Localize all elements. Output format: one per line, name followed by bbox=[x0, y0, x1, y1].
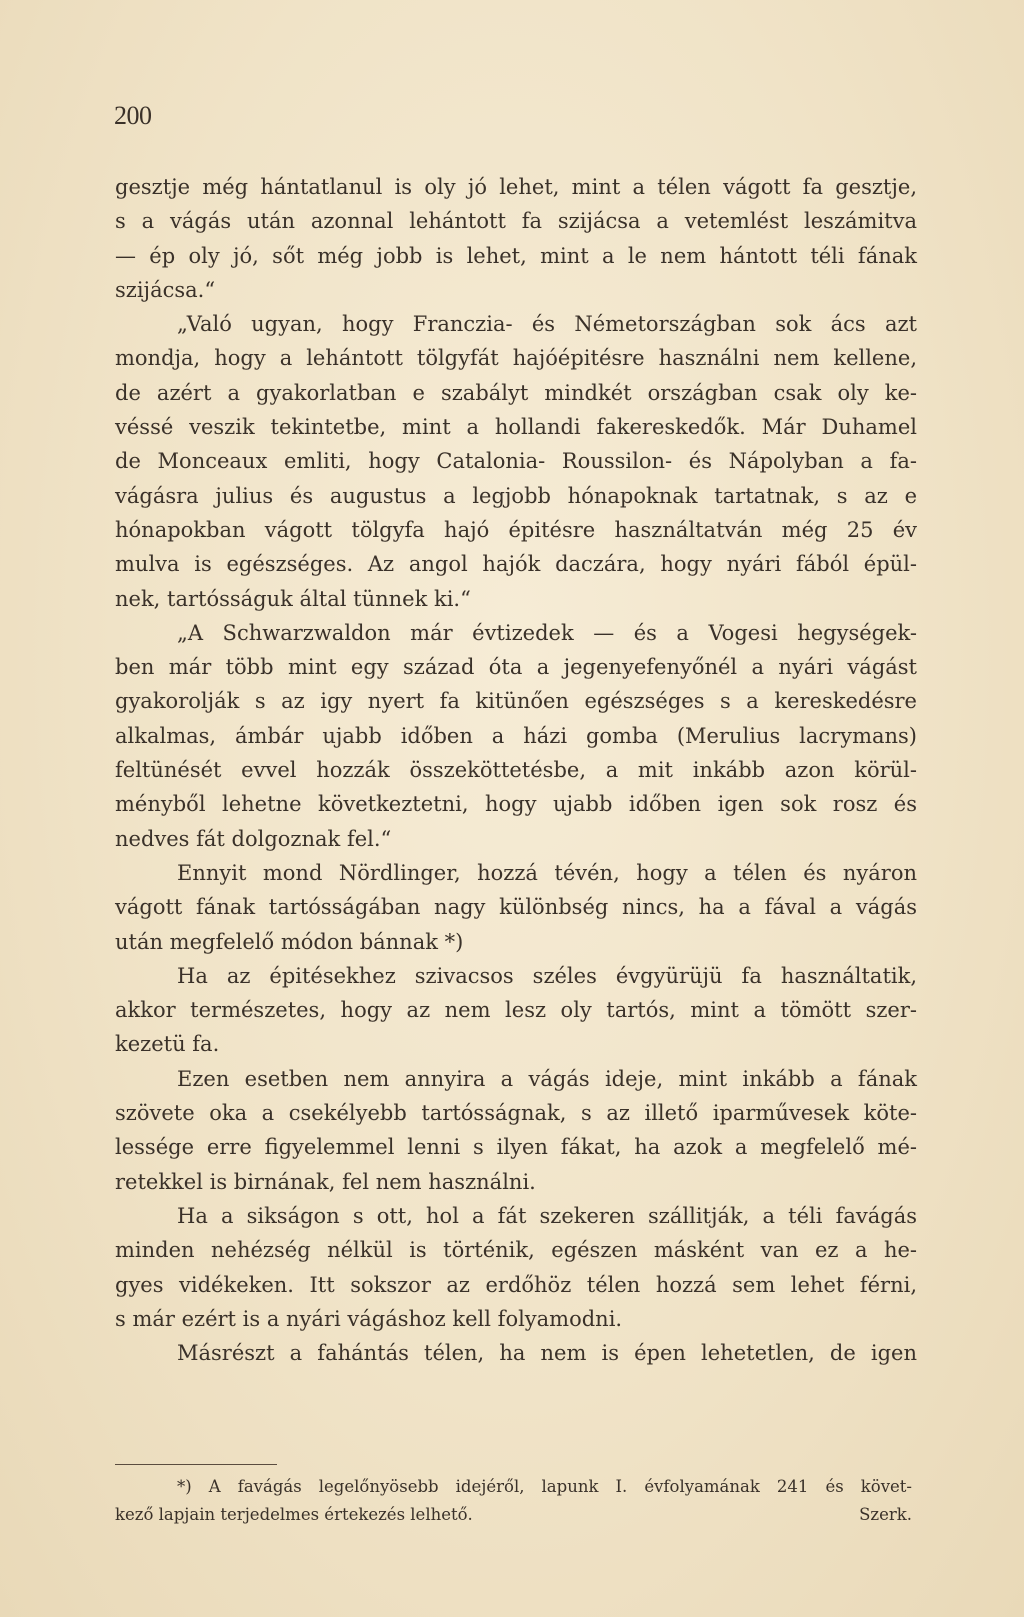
text-line: után megfelelő módon bánnak *) bbox=[115, 929, 464, 954]
text-line: — ép oly jó, sőt még jobb is lehet, mint a le nem hántott téli fának bbox=[115, 243, 917, 268]
text-line: Másrészt a fahántás télen, ha nem is épen lehetetlen, de igen bbox=[177, 1341, 917, 1366]
text-line: szijácsa.“ bbox=[115, 277, 216, 302]
text-line: „Való ugyan, hogy Franczia- és Németországban sok ács azt bbox=[177, 312, 917, 337]
footnote-line bbox=[115, 1501, 912, 1529]
footnote bbox=[115, 1473, 912, 1529]
text-line: gyakorolják s az igy nyert fa kitünően egészséges s a kereskedésre bbox=[115, 689, 917, 714]
text-line: s már ezért is a nyári vágáshoz kell folyamodni. bbox=[115, 1306, 623, 1331]
text-line: vágásra julius és augustus a legjobb hónapoknak tartatnak, s az e bbox=[115, 483, 917, 508]
text-line: nek, tartósságuk által tünnek ki.“ bbox=[115, 586, 471, 611]
footnote-text: kező lapjain terjedelmes értekezés lelhető. bbox=[115, 1505, 473, 1524]
text-line: mulva is egészséges. Az angol hajók daczára, hogy nyári fából épül- bbox=[115, 552, 917, 577]
text-line: retekkel is birnának, fel nem használni. bbox=[115, 1169, 536, 1194]
text-line: lessége erre figyelemmel lenni s ilyen fákat, ha azok a megfelelő mé- bbox=[115, 1135, 917, 1160]
text-line: Ezen esetben nem annyira a vágás ideje, mint inkább a fának bbox=[177, 1066, 917, 1091]
text-line: kezetü fa. bbox=[115, 1032, 220, 1057]
text-line: minden nehézség nélkül is történik, egészen másként van ez a he- bbox=[115, 1238, 917, 1263]
text-line: vágott fának tartósságában nagy különbség nincs, ha a fával a vágás bbox=[115, 895, 917, 920]
text-line: gesztje még hántatlanul is oly jó lehet, mint a télen vágott fa gesztje, bbox=[115, 175, 917, 199]
footnote-signature: Szerk. bbox=[859, 1505, 912, 1524]
text-line: akkor természetes, hogy az nem lesz oly tartós, mint a tömött szer- bbox=[115, 998, 917, 1023]
text-line: Ha az épitésekhez szivacsos széles évgyürüjü fa használtatik, bbox=[177, 963, 917, 988]
text-line: „A Schwarzwaldon már évtizedek — és a Vogesi hegységek- bbox=[177, 620, 917, 645]
text-line: szövete oka a csekélyebb tartósságnak, s az illető iparművesek köte- bbox=[115, 1101, 917, 1126]
text-line: ményből lehetne következtetni, hogy ujabb időben igen sok rosz és bbox=[115, 792, 917, 817]
body-text bbox=[115, 170, 917, 1370]
text-line: Ha a sikságon s ott, hol a fát szekeren szállitják, a téli favágás bbox=[177, 1203, 917, 1228]
footnote-rule bbox=[115, 1464, 277, 1465]
text-line: gyes vidékeken. Itt sokszor az erdőhöz télen hozzá sem lehet férni, bbox=[115, 1272, 917, 1297]
text-line: de azért a gyakorlatban e szabályt mindkét országban csak oly ke- bbox=[115, 380, 917, 405]
text-line: hónapokban vágott tölgyfa hajó épitésre használtatván még 25 év bbox=[115, 517, 917, 542]
page-number: 200 bbox=[114, 101, 152, 130]
text-line: mondja, hogy a lehántott tölgyfát hajóépitésre használni nem kellene, bbox=[115, 346, 917, 371]
footnote-line: *) A favágás legelőnyösebb idejéről, lapunk I. évfolyamának 241 és követ- bbox=[177, 1477, 912, 1496]
text-line: nedves fát dolgoznak fel.“ bbox=[115, 826, 392, 851]
text-line: Ennyit mond Nördlinger, hozzá tévén, hogy a télen és nyáron bbox=[177, 860, 917, 885]
text-line: feltünését evvel hozzák összeköttetésbe, a mit inkább azon körül- bbox=[115, 758, 917, 783]
text-line: alkalmas, ámbár ujabb időben a házi gomba (Merulius lacrymans) bbox=[115, 723, 917, 748]
text-line: s a vágás után azonnal lehántott fa szijácsa a vetemlést leszámitva bbox=[115, 209, 917, 234]
text-line: ben már több mint egy század óta a jegenyefenyőnél a nyári vágást bbox=[115, 655, 917, 680]
text-line: véssé veszik tekintetbe, mint a hollandi fakereskedők. Már Duhamel bbox=[115, 415, 917, 440]
text-line: de Monceaux emliti, hogy Catalonia- Roussilon- és Nápolyban a fa- bbox=[115, 449, 917, 474]
